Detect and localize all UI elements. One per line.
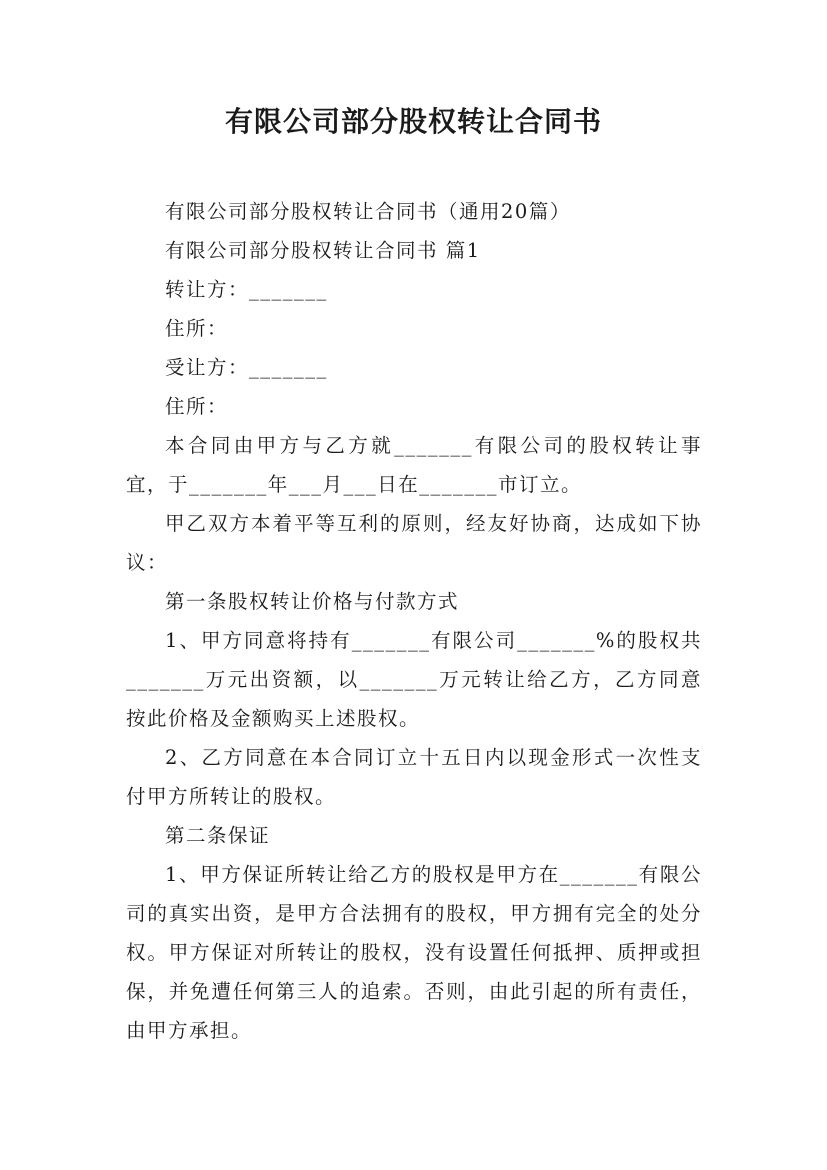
paragraph-section-heading: 有限公司部分股权转让合同书 篇1	[165, 239, 481, 262]
document-body	[126, 192, 702, 1050]
document-title: 有限公司部分股权转让合同书	[224, 105, 602, 138]
paragraph-transferor-address: 住所：	[165, 317, 229, 340]
paragraph-transferee: 受让方：_______	[165, 356, 328, 379]
paragraph-article-1-heading: 第一条股权转让价格与付款方式	[165, 590, 460, 613]
paragraph-transferor: 转让方：_______	[165, 278, 328, 301]
paragraph-agreement: 甲乙双方本着平等互利的原则，经友好协商，达成如下协议：	[126, 512, 702, 574]
paragraph-article-2-item-1: 1、甲方保证所转让给乙方的股权是甲方在_______有限公司的真实出资，是甲方合法拥有的股权，甲方拥有完全的处分权。甲方保证对所转让的股权，没有设置任何抵押、质押或担保，并免遭任何第三人的追索。否则，由此引起的所有责任，由甲方承担。	[126, 863, 702, 1042]
paragraph-article-1-item-2: 2、乙方同意在本合同订立十五日内以现金形式一次性支付甲方所转让的股权。	[126, 746, 702, 808]
paragraph-article-1-item-1: 1、甲方同意将持有_______有限公司_______%的股权共_______万元出资额，以_______万元转让给乙方，乙方同意按此价格及金额购买上述股权。	[126, 629, 702, 730]
paragraph-contract-intro: 本合同由甲方与乙方就_______有限公司的股权转让事宜，于_______年___月___日在_______市订立。	[126, 434, 702, 496]
paragraph-article-2-heading: 第二条保证	[165, 824, 271, 847]
paragraph-transferee-address: 住所：	[165, 395, 229, 418]
paragraph-subtitle: 有限公司部分股权转让合同书（通用20篇）	[165, 200, 571, 223]
